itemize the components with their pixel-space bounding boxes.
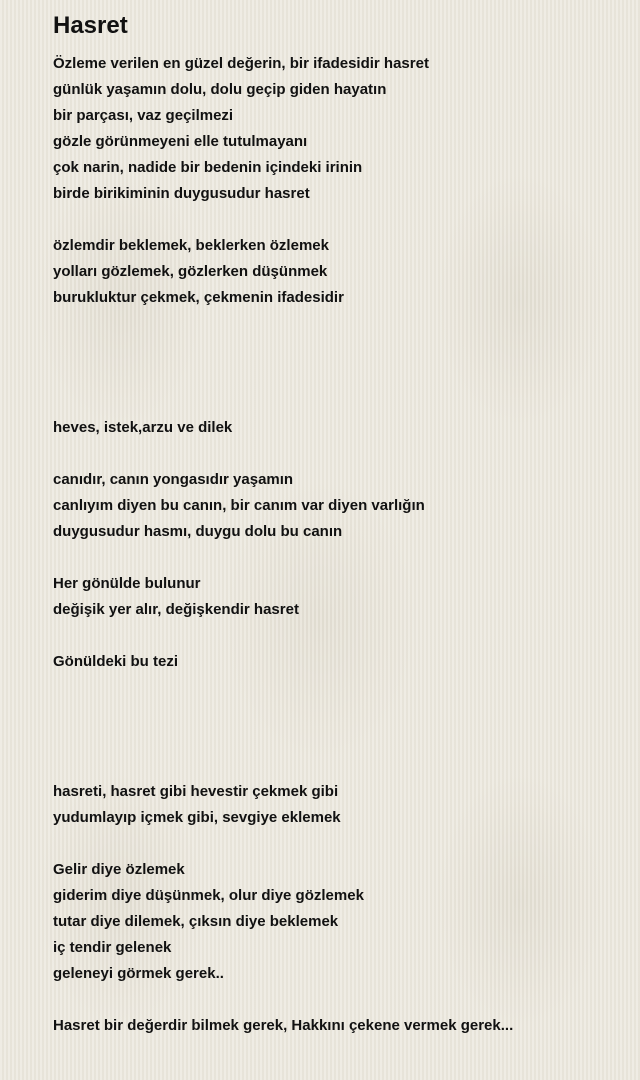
poem-line: birde birikiminin duygusudur hasret xyxy=(53,185,310,202)
poem-line: heves, istek,arzu ve dilek xyxy=(53,419,233,436)
poem-line: bir parçası, vaz geçilmezi xyxy=(53,107,234,124)
poem-line: özlemdir beklemek, beklerken özlemek xyxy=(53,237,329,254)
poem-line: burukluktur çekmek, çekmenin ifadesidir xyxy=(53,289,344,306)
stanza-break xyxy=(53,701,623,727)
poem-line: Her gönülde bulunur xyxy=(53,575,201,592)
stanza-break xyxy=(53,675,623,701)
poem-line: iç tendir gelenek xyxy=(53,939,172,956)
poem-body xyxy=(53,51,623,1039)
poem-line: yudumlayıp içmek gibi, sevgiye eklemek xyxy=(53,809,341,826)
stanza-break xyxy=(53,831,623,857)
stanza-break xyxy=(53,987,623,1013)
poem-line: duygusudur hasmı, duygu dolu bu canın xyxy=(53,523,343,540)
stanza-break xyxy=(53,441,623,467)
stanza-break xyxy=(53,363,623,389)
poem-line: Hasret bir değerdir bilmek gerek, Hakkını çekene vermek gerek... xyxy=(53,1017,514,1034)
poem-line: günlük yaşamın dolu, dolu geçip giden hayatın xyxy=(53,81,387,98)
poem xyxy=(53,10,623,1039)
poem-line: hasreti, hasret gibi hevestir çekmek gibi xyxy=(53,783,339,800)
stanza-break xyxy=(53,389,623,415)
stanza-break xyxy=(53,545,623,571)
poem-line: Gönüldeki bu tezi xyxy=(53,653,179,670)
stanza-break xyxy=(53,753,623,779)
poem-line: yolları gözlemek, gözlerken düşünmek xyxy=(53,263,328,280)
poem-line: geleneyi görmek gerek.. xyxy=(53,965,224,982)
poem-line: çok narin, nadide bir bedenin içindeki irinin xyxy=(53,159,363,176)
stanza-break xyxy=(53,727,623,753)
poem-line: gözle görünmeyeni elle tutulmayanı xyxy=(53,133,308,150)
poem-line: Özleme verilen en güzel değerin, bir ifadesidir hasret xyxy=(53,55,429,72)
poem-line: canıdır, canın yongasıdır yaşamın xyxy=(53,471,294,488)
stanza-break xyxy=(53,207,623,233)
stanza-break xyxy=(53,623,623,649)
poem-line: tutar diye dilemek, çıksın diye beklemek xyxy=(53,913,339,930)
stanza-break xyxy=(53,337,623,363)
poem-line: giderim diye düşünmek, olur diye gözlemek xyxy=(53,887,364,904)
poem-title: Hasret xyxy=(53,12,128,39)
stanza-break xyxy=(53,311,623,337)
poem-line: canlıyım diyen bu canın, bir canım var diyen varlığın xyxy=(53,497,425,514)
poem-line: Gelir diye özlemek xyxy=(53,861,185,878)
poem-line: değişik yer alır, değişkendir hasret xyxy=(53,601,299,618)
